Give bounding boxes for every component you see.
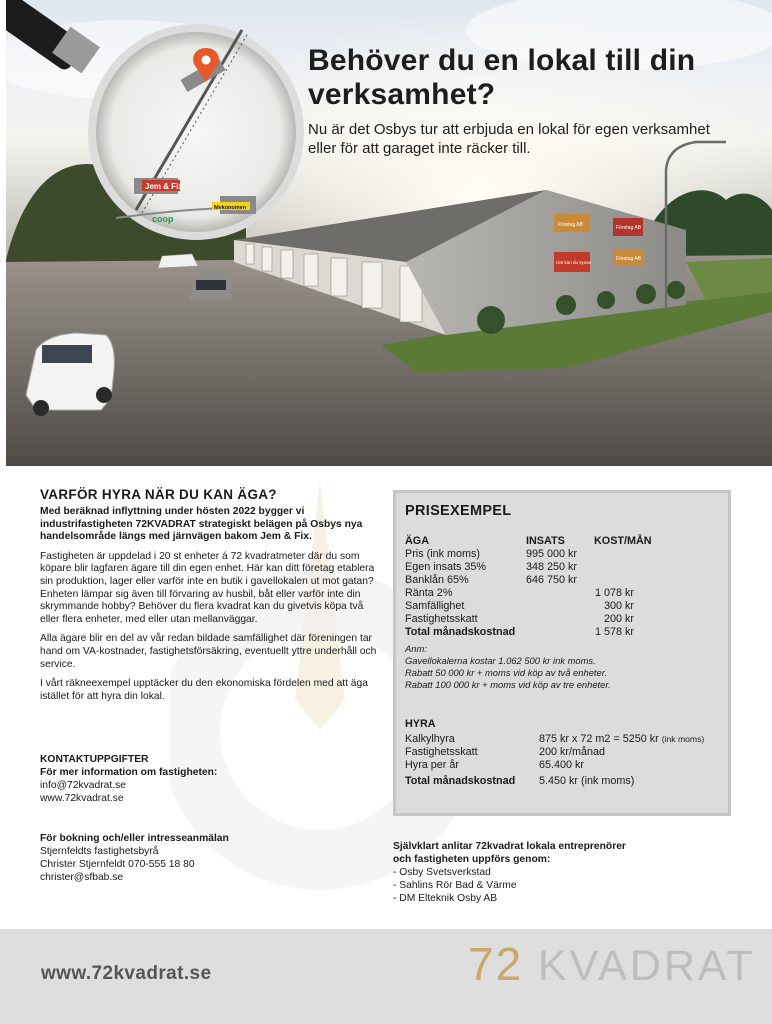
footer [0, 929, 772, 1024]
map-label-jem-fix: Jem & Fix [145, 182, 183, 191]
sign-1-text: Företag AB [558, 222, 584, 228]
van-white [158, 254, 198, 268]
rent-row-label: Fastighetsskatt [405, 746, 478, 758]
contractor-item: - Sahlins Rör Bad & Värme [393, 880, 517, 891]
own-row-kost: 1 078 kr [594, 587, 634, 599]
rent-row-value: 65.400 kr [539, 759, 585, 771]
hero-subtitle: Nu är det Osbys tur att erbjuda en lokal för egen verksamhet eller för att garaget inte räcker till. [308, 121, 710, 157]
contractors-intro-2: och fastigheten uppförs genom: [393, 854, 551, 865]
brand-logo [468, 937, 756, 991]
note-gable: Gavellokalerna kostar 1.062 500 kr ink moms. [405, 655, 596, 666]
own-row-kost: 300 kr [603, 600, 634, 612]
booking-section [40, 832, 384, 884]
map-label-mekonomen: Mekonomen [214, 205, 247, 211]
contact-email-link[interactable]: info@72kvadrat.se [40, 780, 127, 791]
contractor-item: - Osby Svetsverkstad [393, 867, 491, 878]
car-white-front [26, 333, 114, 416]
paragraph-calculation: I vårt räkneexempel upptäcker du den ekonomiska fördelen med att äga istället för att hyra din lokal. [40, 678, 368, 702]
note-discount-two: Rabatt 50 000 kr + moms vid köp av två enheter. [405, 667, 608, 678]
price-example-box [393, 490, 731, 816]
own-row-label: Pris (ink moms) [405, 548, 480, 560]
contact-section [40, 753, 384, 805]
own-row-kost: 200 kr [603, 613, 634, 625]
rent-heading-text: HYRA [405, 718, 436, 730]
hero-title: Behöver du en lokal till din verksamhet? [308, 44, 696, 111]
own-row-label: Fastighetsskatt [405, 613, 478, 625]
paragraph-units: Fastigheten är uppdelad i 20 st enheter á 72 kvadratmeter där du som köpare blir lagfaren ägare till din egen enhet. Här kan ditt företag etablera sin produktion, lager eller varför inte en butik i gavellokalen ut mot gatan? Enheten lämpar sig även till förvaring av husbil, båt eller varför inte din skrymmande hobby? Behöver du flera kvadrat kan du givetvis köpa två eller flera enheter, med eller utan mellanväggar. [40, 550, 375, 625]
hero-image [6, 0, 772, 466]
contractor-item: - DM Elteknik Osby AB [393, 893, 498, 904]
rent-total-label: Total månadskostnad [405, 775, 516, 787]
intro-section [40, 487, 384, 710]
own-row-label: Ränta 2% [405, 587, 453, 599]
contractors-section [393, 840, 733, 905]
contractors-intro: Självklart anlitar 72kvadrat lokala entreprenörer [393, 841, 626, 852]
rent-row-value: 200 kr/månad [539, 746, 606, 758]
rent-row-label: Kalkylhyra [405, 733, 455, 745]
rent-row-label: Hyra per år [405, 759, 460, 771]
rent-row-note: (ink moms) [661, 734, 705, 744]
note-discount-three: Rabatt 100 000 kr + moms vid köp av tre enheter. [405, 679, 611, 690]
own-row-label: Samfällighet [405, 600, 465, 612]
booking-agent-phone: Christer Stjernfeldt 070-555 18 80 [40, 859, 195, 870]
rent-row-value: 875 kr x 72 m2 = 5250 kr [539, 733, 659, 745]
booking-heading: För bokning och/eller intresseanmälan [40, 833, 229, 844]
lead-paragraph: Med beräknad inflyttning under hösten 2022 bygger vi industrifastigheten 72KVADRAT strategiskt belägen på Osbys nya handelsområde längs med järnvägen bakom Jem & Fix. [40, 506, 363, 543]
own-row-insats: 348 250 kr [526, 561, 578, 573]
price-box-title: PRISEXEMPEL [405, 503, 512, 519]
map-label-coop: coop [152, 214, 174, 224]
sign-4-text: Företag AB [616, 256, 642, 262]
sign-3-text: Här kan du synas [556, 260, 592, 265]
booking-email-link[interactable]: christer@sfbab.se [40, 872, 124, 883]
rent-total-value: 5.450 kr (ink moms) [539, 775, 635, 787]
own-total-value: 1 578 kr [594, 626, 634, 638]
contact-web-link[interactable]: www.72kvadrat.se [40, 793, 124, 804]
sign-2-text: Företag AB [616, 225, 642, 231]
logo-word: KVADRAT [537, 942, 756, 990]
contact-heading: KONTAKTUPPGIFTER [40, 754, 149, 765]
own-header-kost: KOST/MÅN [594, 535, 652, 547]
own-row-label: Egen insats 35% [405, 561, 487, 573]
own-row-label: Banklån 65% [405, 574, 469, 586]
section-heading: VARFÖR HYRA NÄR DU KAN ÄGA? [40, 487, 277, 502]
own-row-insats: 646 750 kr [526, 574, 578, 586]
paragraph-association: Alla ägare blir en del av vår redan bildade samfällighet där föreningen tar hand om VA-kostnader, fastighetsförsäkring, eventuellt yttre underhåll och service. [40, 633, 377, 670]
own-row-insats: 995 000 kr [526, 548, 578, 560]
own-header-label: ÄGA [405, 535, 429, 547]
logo-number: 72 [468, 938, 524, 990]
footer-url-link[interactable]: www.72kvadrat.se [41, 963, 212, 984]
booking-agency: Stjernfeldts fastighetsbyrå [40, 846, 159, 857]
note-label: Anm: [405, 643, 427, 654]
contact-subheading: För mer information om fastigheten: [40, 767, 218, 778]
own-total-label: Total månadskostnad [405, 626, 516, 638]
own-header-insats: INSATS [526, 535, 565, 547]
